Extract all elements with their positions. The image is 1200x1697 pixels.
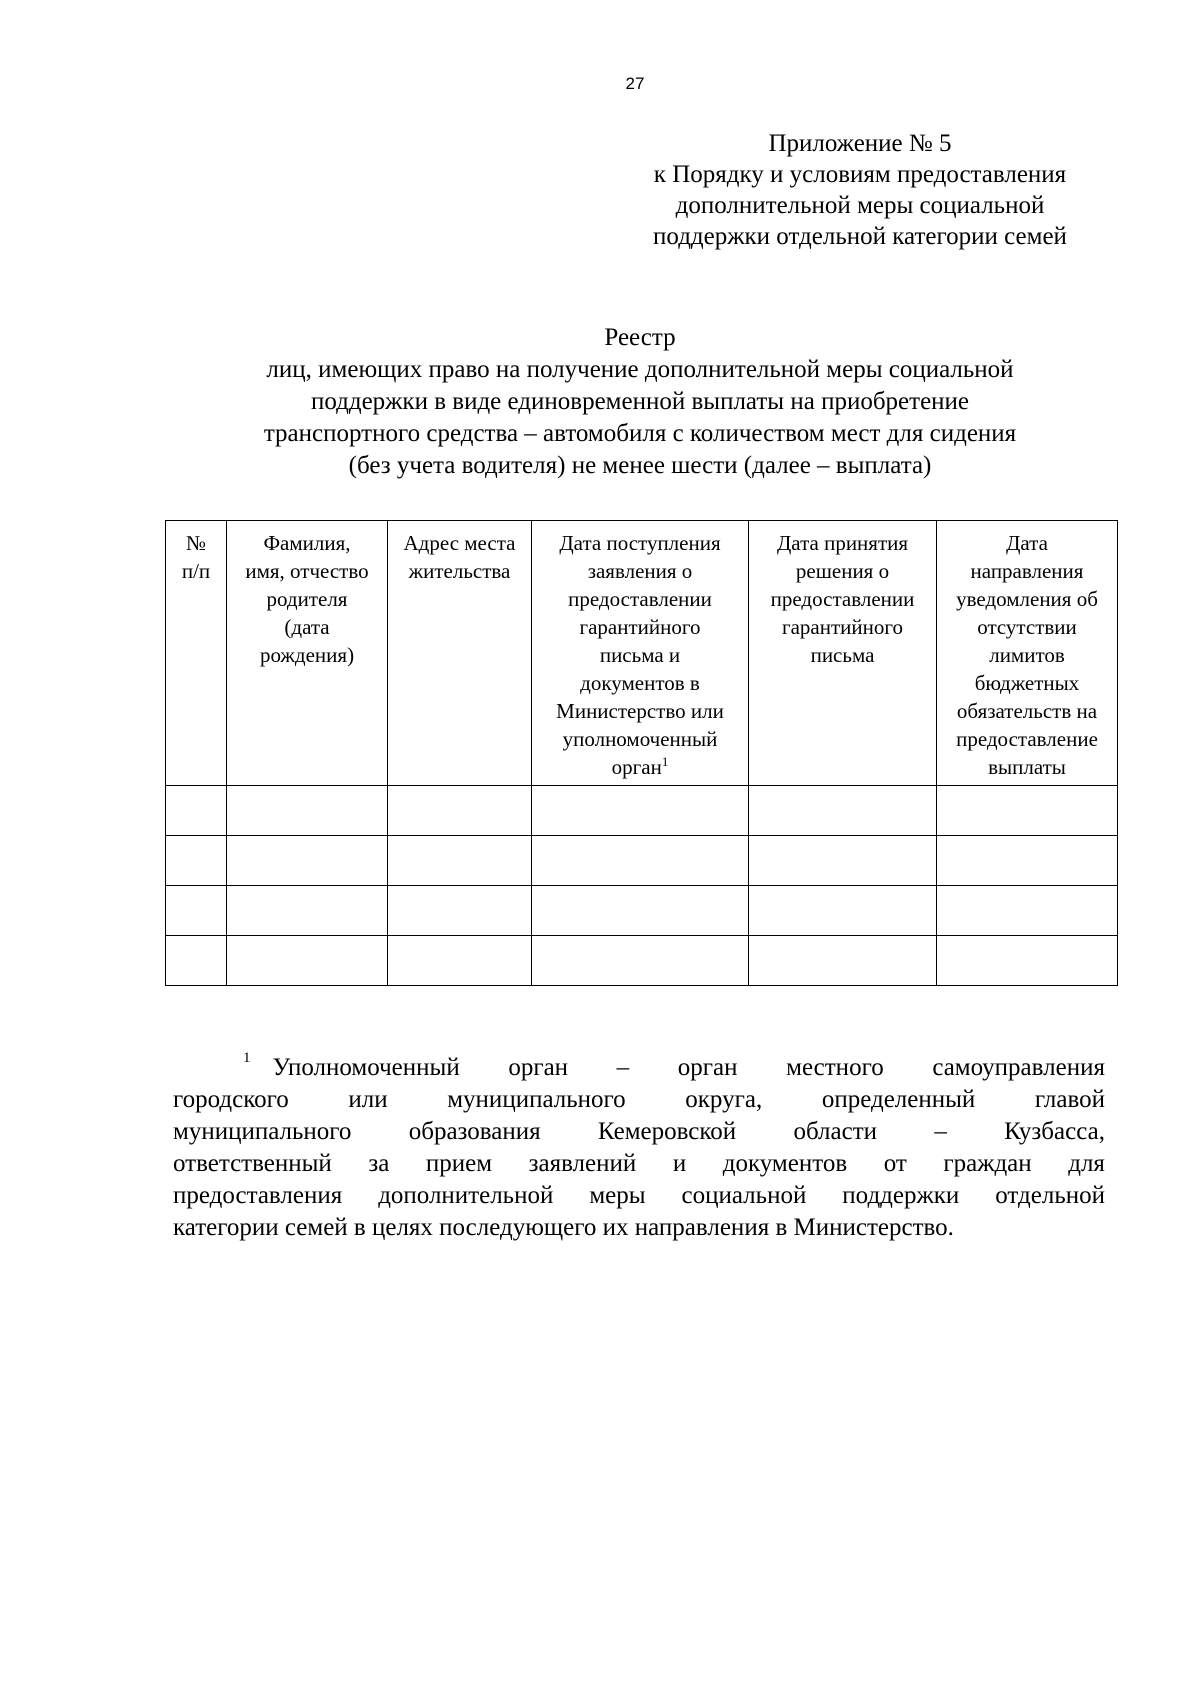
- table-cell: [532, 786, 749, 836]
- footnote-word: или: [348, 1086, 388, 1113]
- footnote-word: граждан: [943, 1150, 1032, 1177]
- table-cell: [937, 786, 1118, 836]
- column-header-line: гарантийного: [782, 615, 903, 639]
- footnote-word: –: [616, 1054, 630, 1081]
- table-cell: [388, 936, 532, 986]
- table-cell: [227, 836, 388, 886]
- footnote-word: за: [368, 1150, 390, 1177]
- footnote: [173, 1052, 1105, 1244]
- column-header-line: обязательств на: [956, 699, 1098, 723]
- table-cell: [388, 886, 532, 936]
- table-cell: [532, 836, 749, 886]
- column-header-line: документов в: [580, 671, 700, 695]
- footnote-word: отдельной: [995, 1182, 1105, 1209]
- table-cell: [532, 936, 749, 986]
- column-header-line: лимитов: [989, 643, 1065, 667]
- footnote-words: [173, 1084, 1105, 1116]
- footnote-word: –: [934, 1118, 947, 1145]
- table-cell: [937, 836, 1118, 886]
- column-header-line: предоставлении: [770, 587, 915, 611]
- title-line: (без учета водителя) не менее шести (далее – выплата): [348, 452, 932, 479]
- footnote-word: муниципального: [173, 1118, 352, 1145]
- column-header-line: Адрес места: [403, 531, 516, 555]
- column-header-line: заявления о: [587, 559, 693, 583]
- footnote-word: городского: [173, 1086, 289, 1113]
- column-header-line: уполномоченный: [562, 727, 718, 751]
- footnote-word: документов: [722, 1150, 848, 1177]
- column-header-line: рождения): [259, 643, 355, 667]
- footnote-word: области: [793, 1118, 878, 1145]
- footnote-word: поддержки: [842, 1182, 960, 1209]
- footnote-word: образования: [408, 1118, 541, 1145]
- appendix-line: поддержки отдельной категории семей: [653, 223, 1067, 250]
- footnote-word: орган: [508, 1054, 569, 1081]
- column-header: [166, 521, 227, 786]
- table-cell: [166, 786, 227, 836]
- column-header-line: Дата: [1006, 531, 1048, 555]
- column-header-line: письма и: [599, 643, 681, 667]
- column-header-line: №: [185, 531, 207, 555]
- table-cell: [749, 886, 937, 936]
- column-header-line: п/п: [181, 559, 211, 583]
- footnote-line: [173, 1148, 1105, 1180]
- table-cell: [532, 886, 749, 936]
- table-cell: [166, 936, 227, 986]
- column-header: [749, 521, 937, 786]
- footnote-line: [173, 1084, 1105, 1116]
- footnote-word: орган: [677, 1054, 738, 1081]
- footnote-word: самоуправления: [932, 1054, 1105, 1081]
- column-header-line: гарантийного: [579, 615, 701, 639]
- appendix-line: Приложение № 5: [768, 130, 952, 157]
- table-body: [166, 786, 1118, 986]
- footnote-word: Кемеровской: [597, 1118, 737, 1145]
- column-header-line: родителя: [266, 587, 348, 611]
- footnote-word: социальной: [681, 1182, 807, 1209]
- footnote-words: [273, 1052, 1106, 1084]
- footnote-word: Уполномоченный: [272, 1054, 460, 1081]
- column-header-line: уведомления об: [956, 587, 1098, 611]
- footnote-reference: 1: [661, 754, 669, 769]
- table-cell: [749, 836, 937, 886]
- table-cell: [388, 786, 532, 836]
- column-header: [388, 521, 532, 786]
- footnote-word: заявлений: [528, 1150, 637, 1177]
- title-heading: Реестр: [604, 324, 676, 351]
- footnote-word: для: [1068, 1150, 1105, 1177]
- footnote-text: категории семей в целях последующего их направления в Министерство.: [173, 1214, 954, 1241]
- column-header: [937, 521, 1118, 786]
- footnote-word: муниципального: [447, 1086, 626, 1113]
- column-header-line: отсутствии: [977, 615, 1077, 639]
- title-line: поддержки в виде единовременной выплаты на приобретение: [310, 388, 970, 415]
- column-header-line: направления: [970, 559, 1084, 583]
- appendix-line: дополнительной меры социальной: [675, 192, 1045, 219]
- footnote-word: Кузбасса,: [1004, 1118, 1105, 1145]
- footnote-words: [173, 1180, 1105, 1212]
- table-cell: [227, 886, 388, 936]
- table-row: [166, 886, 1118, 936]
- column-header-line: Министерство или: [556, 699, 724, 723]
- column-header: [532, 521, 749, 786]
- column-header-line: выплаты: [988, 755, 1066, 779]
- table-cell: [749, 936, 937, 986]
- appendix-header: [620, 128, 1100, 252]
- table-cell: [388, 836, 532, 886]
- title-line: лиц, имеющих право на получение дополнительной меры социальной: [266, 356, 1014, 383]
- table-cell: [749, 786, 937, 836]
- column-header-line: жительства: [408, 559, 511, 583]
- column-header-line: имя, отчество: [245, 559, 369, 583]
- page-number: 27: [625, 74, 645, 93]
- footnote-word: округа,: [685, 1086, 763, 1113]
- table-cell: [937, 886, 1118, 936]
- footnote-word: дополнительной: [378, 1182, 554, 1209]
- footnote-line: [173, 1052, 1105, 1084]
- column-header-line: Фамилия,: [263, 531, 351, 555]
- footnote-line: [173, 1116, 1105, 1148]
- column-header-line: предоставлении: [568, 587, 712, 611]
- table-header-row: [166, 521, 1118, 786]
- title-line: транспортного средства – автомобиля с количеством мест для сидения: [263, 420, 1017, 447]
- column-header: [227, 521, 388, 786]
- document-title: [160, 322, 1120, 482]
- footnote-words: [173, 1148, 1105, 1180]
- column-header-line: Дата поступления: [559, 531, 721, 555]
- column-header-line: бюджетных: [974, 671, 1080, 695]
- table-cell: [166, 836, 227, 886]
- table-cell: [937, 936, 1118, 986]
- column-header-line: предоставление: [956, 727, 1098, 751]
- register-table: [165, 520, 1118, 986]
- appendix-line: к Порядку и условиям предоставления: [653, 161, 1067, 188]
- column-header-text: орган: [611, 755, 662, 779]
- footnote-word: главой: [1034, 1086, 1105, 1113]
- column-header-line: письма: [810, 643, 875, 667]
- footnote-word: предоставления: [173, 1182, 343, 1209]
- footnote-word: меры: [589, 1182, 646, 1209]
- table-row: [166, 786, 1118, 836]
- table-cell: [227, 936, 388, 986]
- column-header-line: решения о: [795, 559, 890, 583]
- footnote-word: местного: [786, 1054, 884, 1081]
- footnote-words: [173, 1116, 1105, 1148]
- footnote-word: прием: [425, 1150, 493, 1177]
- table-cell: [166, 886, 227, 936]
- footnote-word: и: [672, 1150, 687, 1177]
- footnote-line: [173, 1180, 1105, 1212]
- footnote-word: определенный: [821, 1086, 976, 1113]
- footnote-marker: 1: [243, 1050, 251, 1066]
- footnote-line: [173, 1212, 1105, 1244]
- table-row: [166, 836, 1118, 886]
- footnote-word: от: [883, 1150, 907, 1177]
- table-cell: [227, 786, 388, 836]
- column-header-line: Дата принятия: [776, 531, 909, 555]
- column-header-line: (дата: [284, 615, 330, 639]
- footnote-word: ответственный: [173, 1150, 332, 1177]
- table-row: [166, 936, 1118, 986]
- column-header-line: [535, 753, 745, 781]
